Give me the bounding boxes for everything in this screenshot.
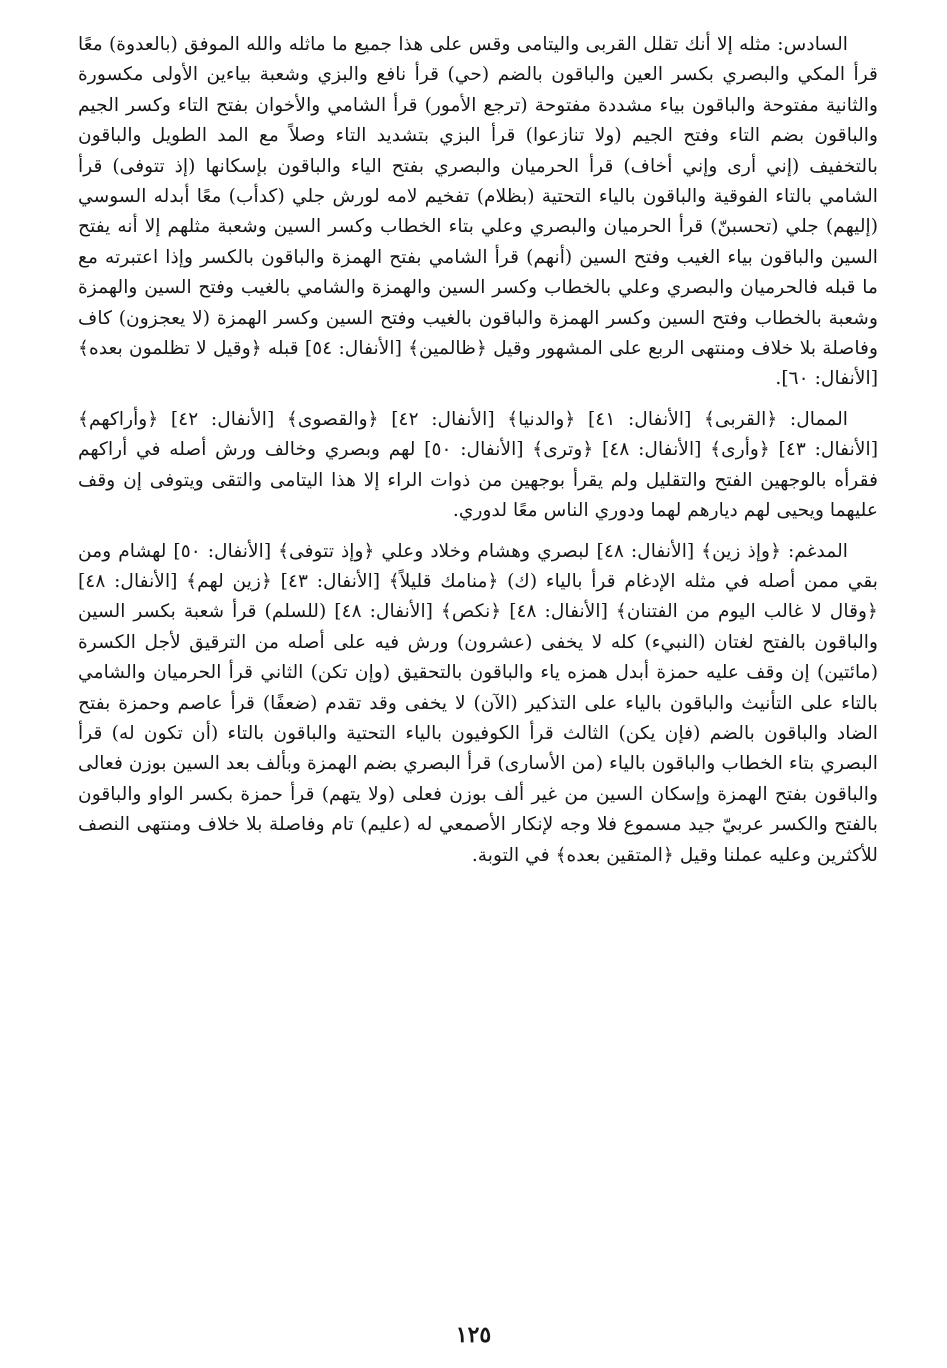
paragraph-mudgham: المدغم: ﴿وإذ زين﴾ [الأنفال: ٤٨] لبصري وهشام وخلاد وعلي ﴿وإذ تتوفى﴾ [الأنفال: ٥٠] لهشام ومن بقي ممن أصله في مثله الإدغام قرأ بالياء (ك) ﴿منامك قليلاً﴾ [الأنفال: ٤٣] ﴿زين لهم﴾ [الأنفال: ٤٨] ﴿وقال لا غالب اليوم من الفتنان﴾ [الأنفال: ٤٨] ﴿نكص﴾ [الأنفال: ٤٨] (للسلم) قرأ شعبة بكسر السين والباقون بالفتح لغتان (النبيء) كله لا يخفى (عشرون) ورش فيه على أصله من الترقيق لأجل الكسرة (مائتين) إن وقف عليه حمزة أبدل همزه ياء والباقون بالتحقيق (وإن تكن) الثاني قرأ الحرميان والشامي بالتاء على التأنيث والباقون بالياء على التذكير (الآن) لا يخفى وقد تقدم (ضعفًا) قرأ عاصم وحمزة بفتح الضاد والباقون بالضم (فإن يكن) الثالث قرأ الكوفيون بالياء التحتية والباقون بالتاء (أن تكون له) قرأ البصري بتاء الخطاب والباقون بالياء (من الأسارى) قرأ البصري بضم الهمزة وبألف بعد السين بوزن فعالى والباقون بفتح الهمزة وإسكان السين من غير ألف بوزن فعلى (ولا يتهم) قرأ حمزة بكسر الواو والباقون بالفتح والكسر عربيّ جيد مسموع فلا وجه لإنكار الأصمعي له (عليم) تام وفاصلة بلا خلاف ومنتهى النصف للأكثرين وعليه عملنا وقيل ﴿المتقين بعده﴾ في التوبة.	[78, 540, 878, 866]
page-body	[78, 30, 878, 881]
paragraph-mumal: الممال: ﴿القربى﴾ [الأنفال: ٤١] ﴿والدنيا﴾ [الأنفال: ٤٢] ﴿والقصوى﴾ [الأنفال: ٤٢] ﴿وأراكهم﴾ [الأنفال: ٤٣] ﴿وأرى﴾ [الأنفال: ٤٨] ﴿وترى﴾ [الأنفال: ٥٠] لهم وبصري وخالف ورش أصله في أراكهم فقرأه بالوجهين الفتح والتقليل ولم يقرأ بوجهين من ذوات الراء إلا هذا اليتامى والتقى ويتوفى إن وقف عليهما ويحيى لهم ديارهم لهما ودوري الناس معًا لدوري.	[78, 408, 878, 522]
paragraph-sixth-note: السادس: مثله إلا أنك تقلل القربى واليتامى وقس على هذا جميع ما ماثله والله الموفق (بالعدوة) معًا قرأ المكي والبصري بكسر العين والباقون بالضم (حي) قرأ نافع والبزي وشعبة بياءين الأولى مكسورة والثانية مفتوحة والباقون بياء مشددة مفتوحة (ترجع الأمور) قرأ الشامي والأخوان بفتح التاء وكسر الجيم والباقون بضم التاء وفتح الجيم (ولا تنازعوا) قرأ البزي بتشديد التاء وصلاً مع المد الطويل والباقون بالتخفيف (إني أرى وإني أخاف) قرأ الحرميان والبصري بفتح الياء والباقون بإسكانها (إذ تتوفى) قرأ الشامي بالتاء الفوقية والباقون بالياء التحتية (بظلام) تفخيم لامه لورش جلي (كدأب) معًا أبدله السوسي (إليهم) جلي (تحسبنّ) قرأ الحرميان والبصري وعلي بتاء الخطاب وكسر السين وشعبة مثلهم إلا أنه يفتح السين والباقون بياء الغيب وفتح السين (أنهم) قرأ الشامي بفتح الهمزة والباقون بالكسر وإذا اعتبرته مع ما قبله فالحرميان والبصري وعلي بالخطاب وكسر السين والهمزة والشامي بالغيب وفتح السين والهمزة وشعبة بالخطاب وفتح السين وكسر الهمزة والباقون بالغيب وفتح السين وكسر الهمزة (لا يعجزون) كاف وفاصلة بلا خلاف ومنتهى الربع على المشهور وقيل ﴿ظالمين﴾ [الأنفال: ٥٤] قبله ﴿وقيل لا تظلمون بعده﴾ [الأنفال: ٦٠].	[78, 34, 878, 390]
page-number: ١٢٥	[455, 1322, 492, 1348]
